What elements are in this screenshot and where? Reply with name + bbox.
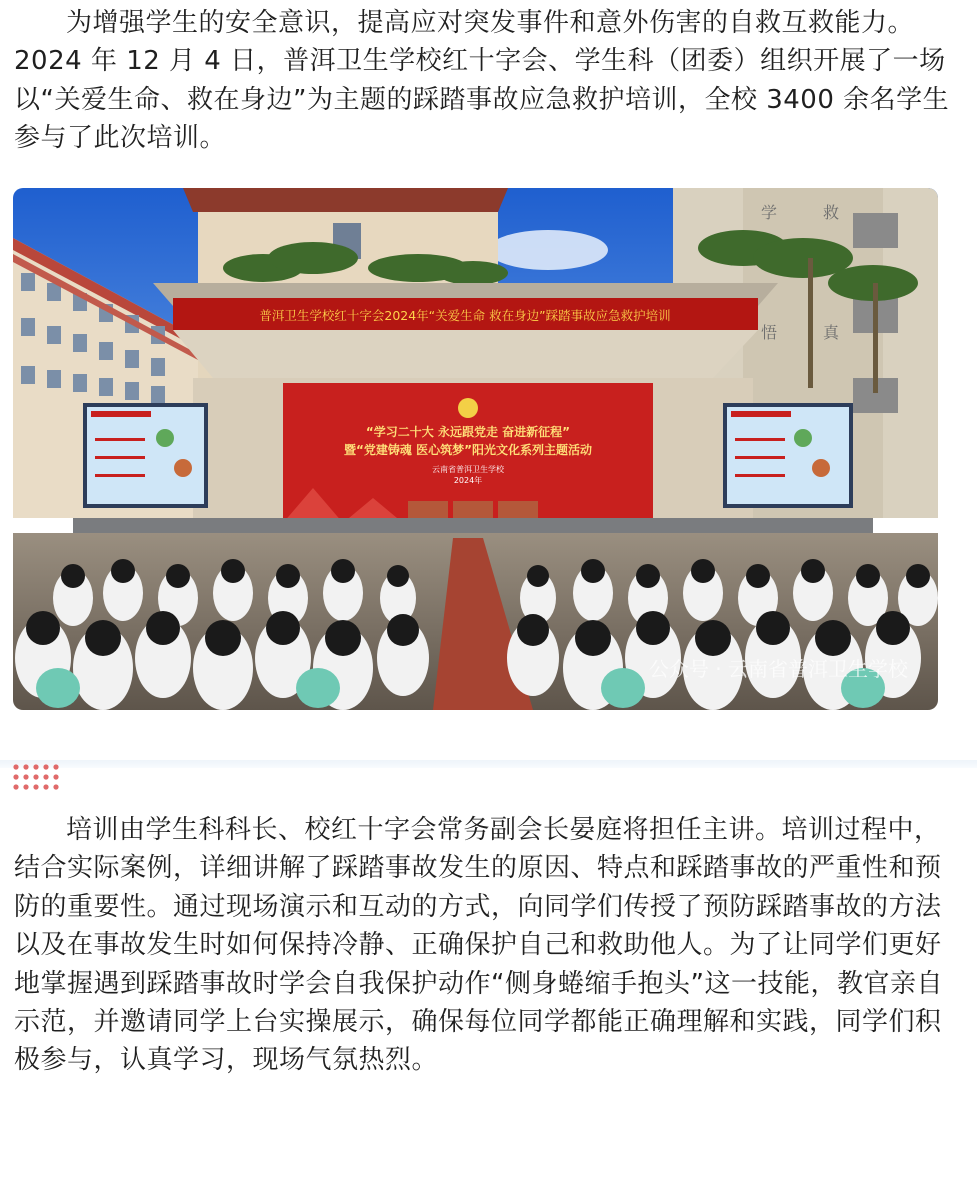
screen-line-4: 2024年	[453, 476, 483, 485]
paragraph-1-text: 为增强学生的安全意识，提高应对突发事件和意外伤害的自救互救能力。2024 年 12 月 4 日，普洱卫生学校红十字会、学生科（团委）组织开展了一场以“关爱生命、救在身边”为主题的踩踏事故应急救护培训，全校 3400 余名学生参与了此次培训。	[14, 8, 950, 154]
article-paragraph-2	[14, 811, 964, 1080]
party-emblem-icon	[458, 398, 478, 418]
screen-line-3: 云南省普洱卫生学校	[432, 465, 504, 474]
paragraph-2-text: 培训由学生科科长、校红十字会常务副会长晏庭将担任主讲。培训过程中，结合实际案例，详细讲解了踩踏事故发生的原因、特点和踩踏事故的严重性和预防的重要性。通过现场演示和互动的方式，向同学们传授了预防踩踏事故的方法以及在事故发生时如何保持冷静、正确保护自己和救助他人。为了让同学们更好地掌握遇到踩踏事故时学会自我保护动作“侧身蜷缩手抱头”这一技能，教官亲自示范，并邀请同学上台实操展示，确保每位同学都能正确理解和实践，同学们积极参与，认真学习，现场气氛热烈。	[14, 815, 943, 1076]
photo-illustration	[13, 188, 938, 710]
screen-line-2: 暨“党建铸魂 医心筑梦”阳光文化系列主题活动	[344, 443, 592, 457]
right-side-screen	[723, 403, 853, 508]
svg-text:悟: 悟	[761, 323, 778, 342]
section-divider	[0, 760, 977, 768]
cloud	[488, 230, 608, 270]
divider-dots-icon	[13, 764, 67, 798]
screen-line-1: “学习二十大 永远跟党走 奋进新征程”	[365, 425, 571, 439]
stage-canopy	[153, 283, 778, 378]
photo-watermark: 公众号 · 云南省普洱卫生学校	[648, 657, 908, 681]
svg-text:真: 真	[823, 323, 840, 342]
stage-banner: 普洱卫生学校红十字会2024年“关爱生命 救在身边”踩踏事故应急救护培训	[259, 308, 671, 323]
training-event-photo	[13, 188, 938, 710]
left-side-screen	[83, 403, 208, 508]
svg-text:救: 救	[823, 203, 840, 222]
article-paragraph-1	[14, 4, 964, 158]
svg-text:学: 学	[761, 203, 778, 222]
